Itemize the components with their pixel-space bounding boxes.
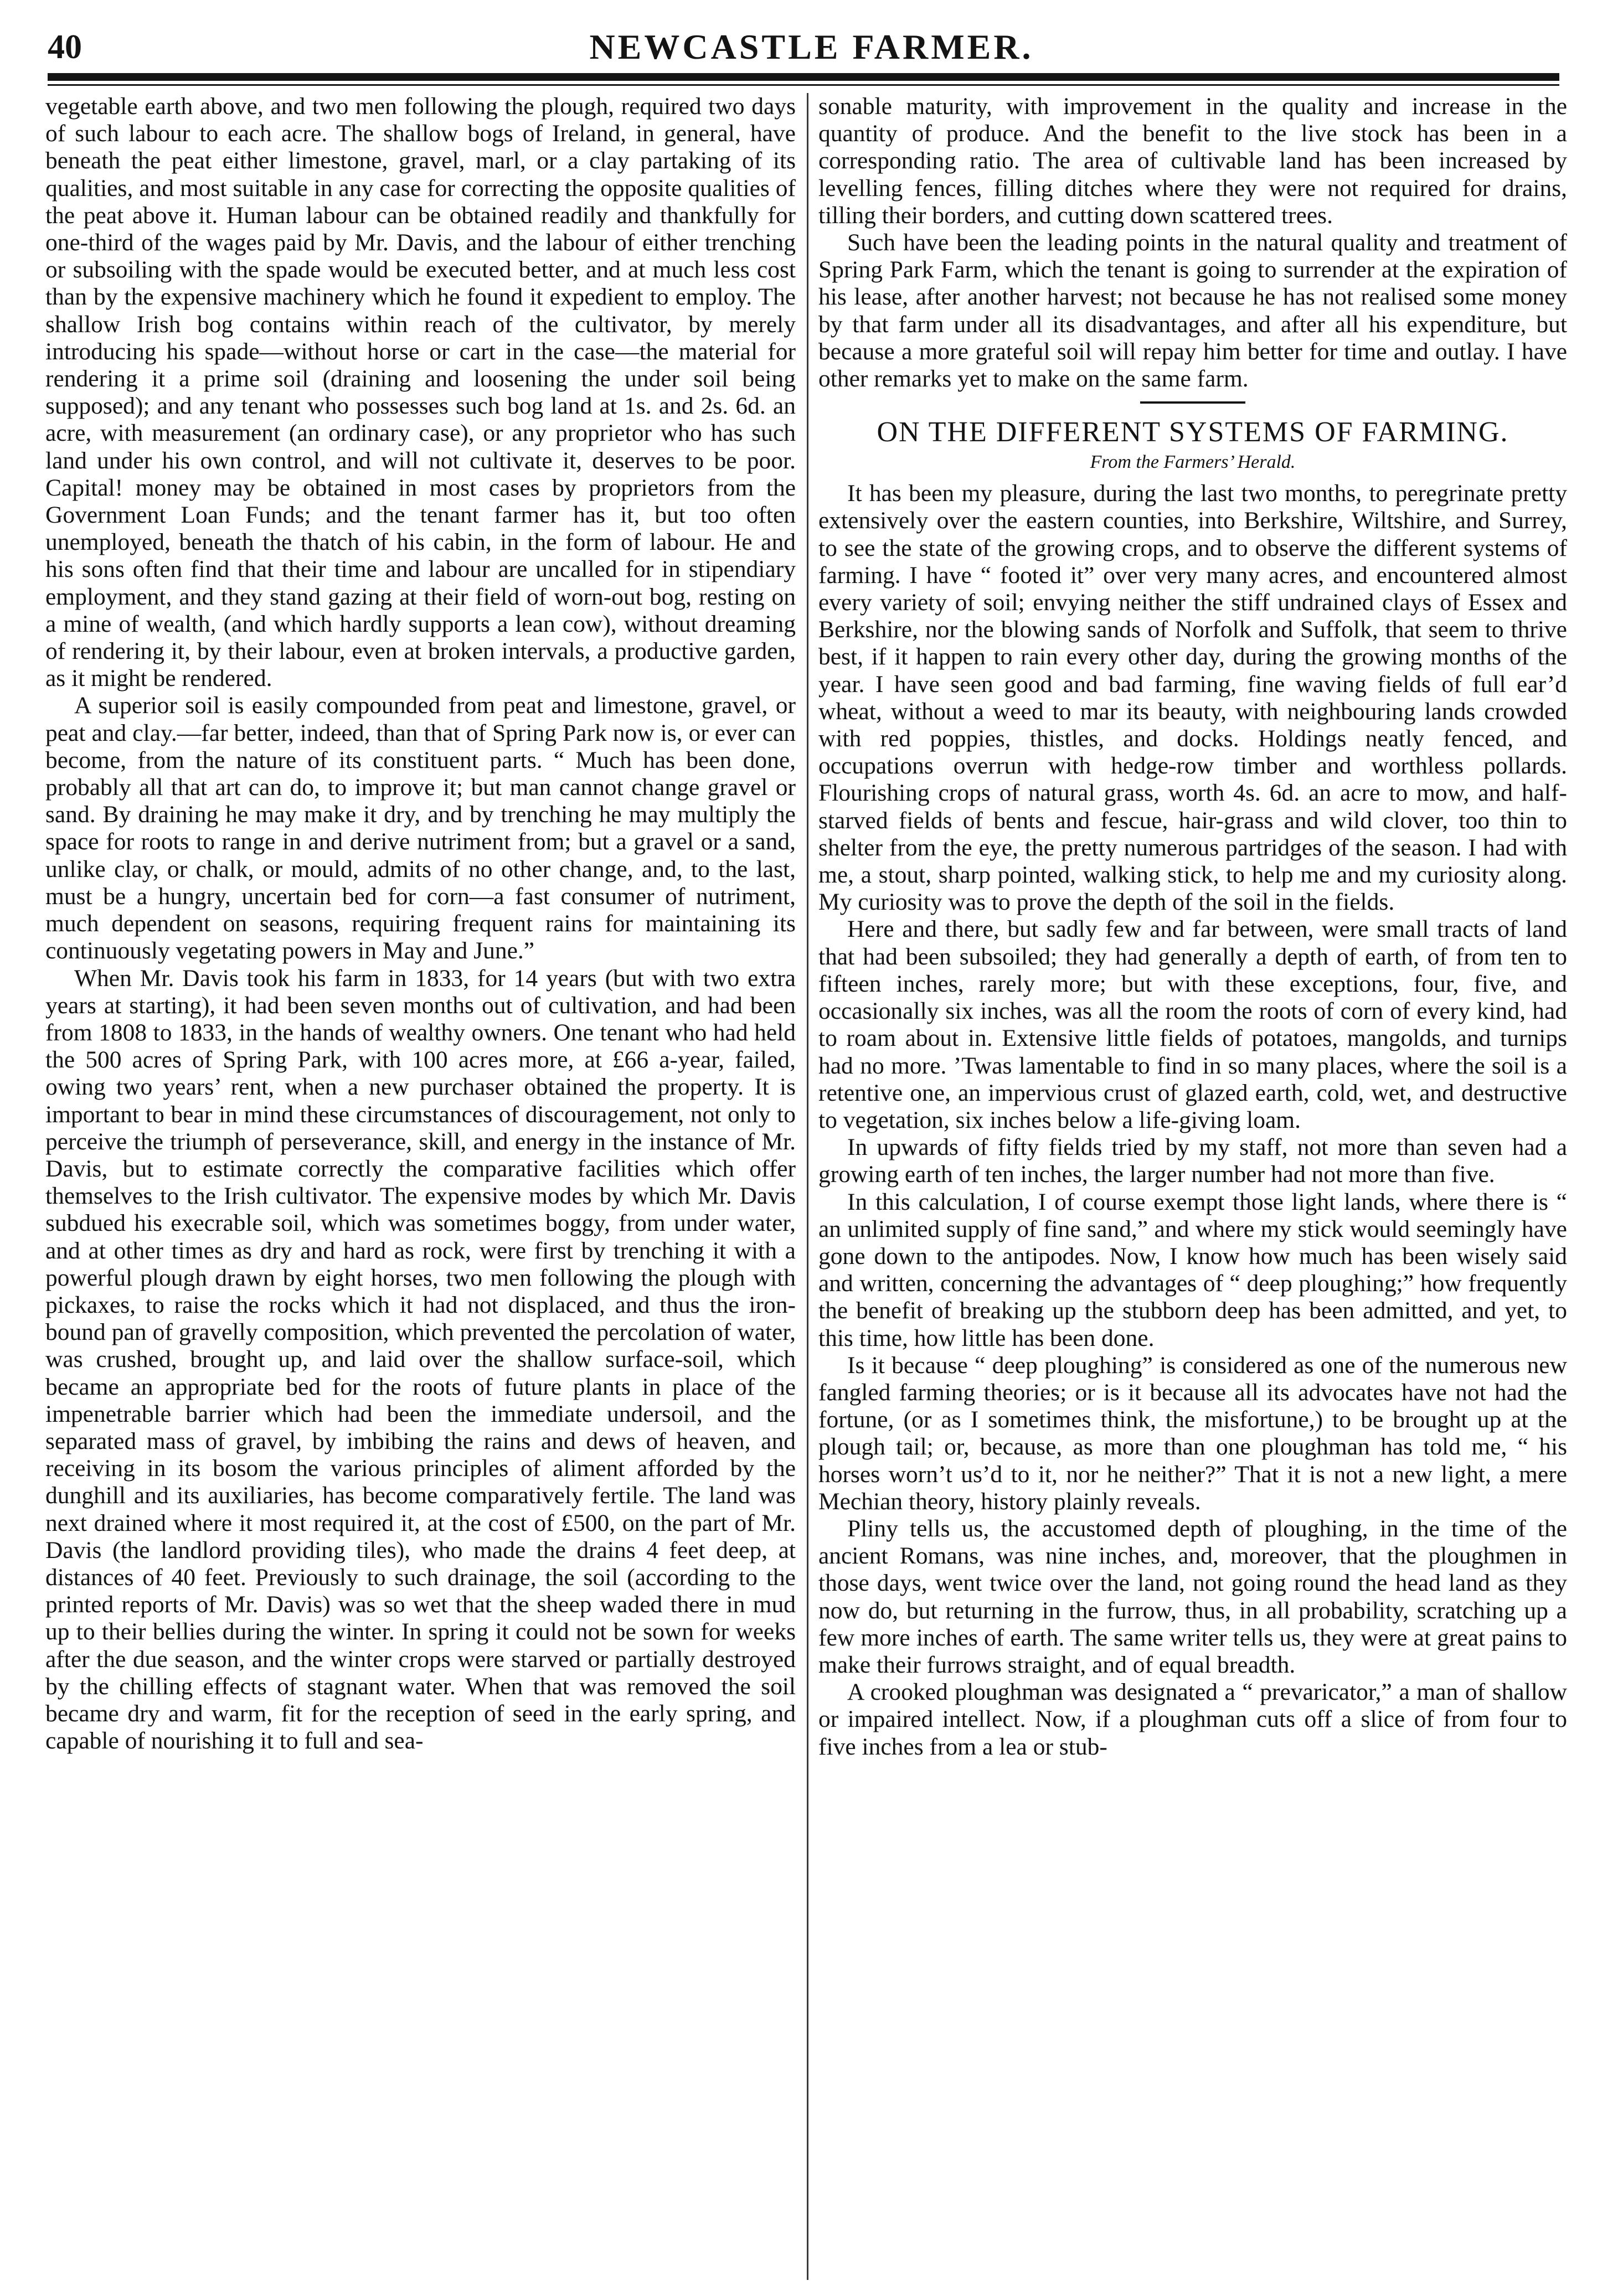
paragraph: sonable maturity, with improvement in the quality and increase in the quantity of produce. And the benefit to the live stock has been in a corresponding ratio. The area of cultivable land has been increased by levelling fences, filling ditches where they were not required for drains, tilling their borders, and cutting down scattered trees. bbox=[818, 93, 1567, 229]
paragraph: Here and there, but sadly few and far between, were small tracts of land that had been subsoiled; they had generally a depth of earth, of from ten to fifteen inches, rarely more; but with these exceptions, four, five, and occasionally six inches, was all the room the roots of corn of every kind, had to roam about in. Extensive little fields of potatoes, mangolds, and turnips had no more. ’Twas lamentable to find in so many places, where the soil is a retentive one, an impervious crust of glazed earth, cold, wet, and destructive to vegetation, six inches below a life-giving loam. bbox=[818, 916, 1567, 1133]
page-header bbox=[0, 0, 1623, 89]
header-rule-thin bbox=[48, 84, 1559, 86]
column-divider bbox=[807, 93, 808, 2280]
paragraph: In this calculation, I of course exempt those light lands, where there is “ an unlimited supply of fine sand,” and where my stick would seemingly have gone down to the antipodes. Now, I know how much has been wisely said and written, concerning the advantages of “ deep ploughing;” how frequently the benefit of breaking up the stubborn deep has been admitted, and yet, to this time, how little has been done. bbox=[818, 1188, 1567, 1351]
paragraph: A superior soil is easily compounded from peat and limestone, gravel, or peat and clay.—far better, indeed, than that of Spring Park now is, or ever can become, from the nature of its constituent parts. “ Much has been done, probably all that art can do, to improve it; but man cannot change gravel or sand. By draining he may make it dry, and by trenching he may multiply the space for roots to range in and derive nutriment from; but a gravel or a sand, unlike clay, or chalk, or mould, admits of no other change, and, to the last, must be a hungry, uncertain bed for corn—a fast consumer of nutriment, much dependent on seasons, requiring frequent rains for maintaining its continuously vegetating powers in May and June.” bbox=[45, 692, 796, 964]
page-number: 40 bbox=[48, 28, 82, 66]
paragraph: Such have been the leading points in the natural quality and treatment of Spring Park Farm, which the tenant is going to surrender at the expiration of his lease, after another harvest; not because he has not realised some money by that farm under all its disadvantages, and after all his expenditure, but because a more grateful soil will repay him better for time and outlay. I have other remarks yet to make on the same farm. bbox=[818, 229, 1567, 393]
paragraph: vegetable earth above, and two men following the plough, required two days of such labour to each acre. The shallow bogs of Ireland, in general, have beneath the peat either limestone, gravel, marl, or a clay partaking of its qualities, and most suitable in any case for correcting the opposite qualities of the peat above it. Human labour can be obtained readily and thankfully for one-third of the wages paid by Mr. Davis, and the labour of either trenching or subsoiling with the spade would be executed better, and at much less cost than by the expensive machinery which he found it expedient to employ. The shallow Irish bog contains within reach of the cultivator, by merely introducing his spade—without horse or cart in the case—the material for rendering it a prime soil (draining and loosening the under soil being supposed); and any tenant who possesses such bog land at 1s. and 2s. 6d. an acre, with measurement (an ordinary case), or any proprietor who has such land under his own control, and will not cultivate it, deserves to be poor. Capital! money may be obtained in most cases by proprietors from the Government Loan Funds; and the tenant farmer has it, but too often unemployed, beneath the thatch of his cabin, in the form of labour. He and his sons often find that their time and labour are uncalled for in stipendiary employment, and they stand gazing at their field of worn-out bog, resting on a mine of wealth, (and which hardly supports a lean cow), without dreaming of rendering it, by their labour, even at broken intervals, a productive garden, as it might be rendered. bbox=[45, 93, 796, 692]
paragraph: A crooked ploughman was designated a “ prevaricator,” a man of shallow or impaired intellect. Now, if a ploughman cuts off a slice of from four to five inches from a lea or stub- bbox=[818, 1679, 1567, 1760]
paragraph: In upwards of fifty fields tried by my staff, not more than seven had a growing earth of ten inches, the larger number had not more than five. bbox=[818, 1134, 1567, 1188]
newspaper-title: NEWCASTLE FARMER. bbox=[589, 27, 1034, 66]
article-title: ON THE DIFFERENT SYSTEMS OF FARMING. bbox=[877, 416, 1509, 448]
section-separator bbox=[1140, 401, 1245, 404]
left-column bbox=[45, 93, 796, 2285]
article-source: From the Farmers’ Herald. bbox=[1090, 452, 1296, 473]
paragraph: Is it because “ deep ploughing” is considered as one of the numerous new fangled farming theories; or is it because all its advocates have not had the fortune, (or as I sometimes think, the misfortune,) to be brought up at the plough tail; or, because, as more than one ploughman has told me, “ his horses worn’t us’d to it, nor he neither?” That it is not a new light, a mere Mechian theory, history plainly reveals. bbox=[818, 1351, 1567, 1515]
header-rule-thick bbox=[48, 73, 1559, 81]
paragraph: It has been my pleasure, during the last two months, to peregrinate pretty extensively over the eastern counties, into Berkshire, Wiltshire, and Surrey, to see the state of the growing crops, and to observe the different systems of farming. I have “ footed it” over very many acres, and encountered almost every variety of soil; envying neither the stiff undrained clays of Essex and Berkshire, nor the blowing sands of Norfolk and Suffolk, that seem to thrive best, if it happen to rain every other day, during the growing months of the year. I have seen good and bad farming, fine waving fields of full ear’d wheat, without a weed to mar its beauty, with neighbouring lands crowded with red poppies, thistles, and docks. Holdings neatly fenced, and occupations overrun with hedge-row timber and worthless pollards. Flourishing crops of natural grass, worth 4s. 6d. an acre to mow, and half-starved fields of bents and fescue, hair-grass and wild clover, too thin to shelter from the eye, the pretty numerous partridges of the season. I had with me, a stout, sharp pointed, walking stick, to help me and my curiosity along. My curiosity was to prove the depth of the soil in the fields. bbox=[818, 480, 1567, 916]
paragraph: Pliny tells us, the accustomed depth of ploughing, in the time of the ancient Romans, was nine inches, and, moreover, that the ploughmen in those days, went twice over the land, not going round the head land as they now do, but returning in the furrow, thus, in all probability, scratching up a few more inches of earth. The same writer tells us, they were at great pains to make their furrows straight, and of equal breadth. bbox=[818, 1515, 1567, 1678]
paragraph: When Mr. Davis took his farm in 1833, for 14 years (but with two extra years at starting), it had been seven months out of cultivation, and had been from 1808 to 1833, in the hands of wealthy owners. One tenant who had held the 500 acres of Spring Park, with 100 acres more, at £66 a-year, failed, owing two years’ rent, when a new purchaser obtained the property. It is important to bear in mind these circumstances of discouragement, not only to perceive the triumph of perseverance, skill, and energy in the instance of Mr. Davis, but to estimate correctly the comparative facilities which offer themselves to the Irish cultivator. The expensive modes by which Mr. Davis subdued his execrable soil, which was sometimes boggy, from under water, and at other times as dry and hard as rock, were first by trenching it with a powerful plough drawn by eight horses, two men following the plough with pickaxes, to raise the rocks which it had not displaced, and thus the iron-bound pan of gravelly composition, which prevented the percolation of water, was crushed, brought up, and laid over the shallow surface-soil, which became an appropriate bed for the roots of future plants in place of the impenetrable barrier which had been the immediate undersoil, and the separated mass of gravel, by imbibing the rains and dews of heaven, and receiving in its bosom the various principles of aliment afforded by the dunghill and its auxiliaries, has become comparatively fertile. The land was next drained where it most required it, at the cost of £500, on the part of Mr. Davis (the landlord providing tiles), who made the drains 4 feet deep, at distances of 40 feet. Previously to such drainage, the soil (according to the printed reports of Mr. Davis) was so wet that the sheep waded there in mud up to their bellies during the winter. In spring it could not be sown for weeks after the due season, and the winter crops were starved or partially destroyed by the chilling effects of stagnant water. When that was removed the soil became dry and warm, fit for the reception of seed in the early spring, and capable of nourishing it to full and sea- bbox=[45, 964, 796, 1755]
right-column bbox=[818, 93, 1567, 2285]
